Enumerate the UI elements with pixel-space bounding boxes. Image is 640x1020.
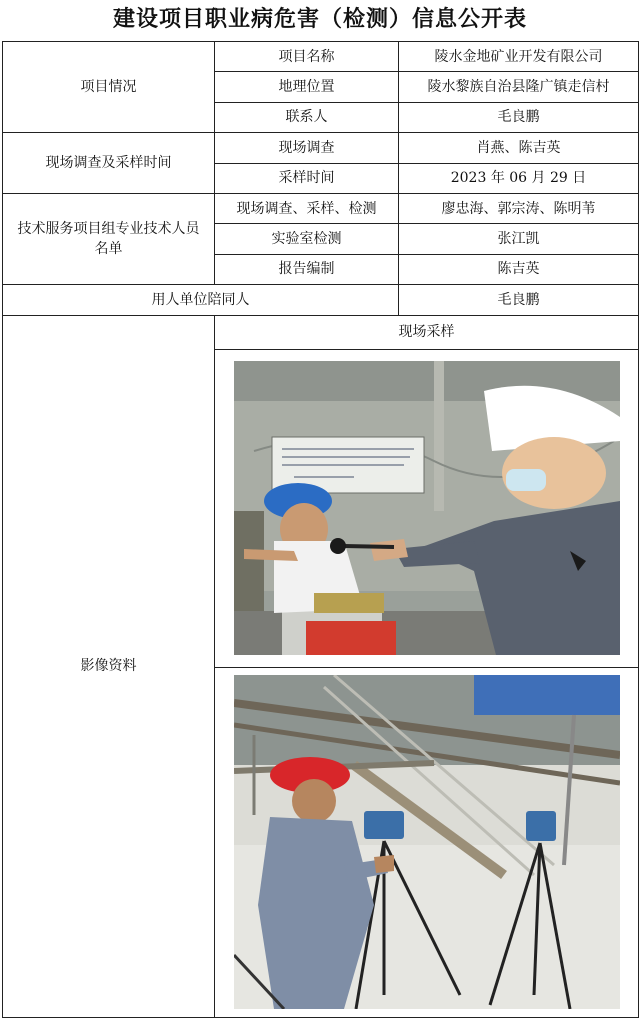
field-staff-value: 廖忠海、郭宗涛、陈明苇 (399, 193, 639, 223)
images-section-label: 影像资料 (3, 315, 215, 1017)
project-section-label: 项目情况 (3, 42, 215, 133)
survey-value: 肖燕、陈吉英 (399, 133, 639, 163)
photo-cell-1 (215, 349, 639, 667)
sampling-time-value: 2023 年 06 月 29 日 (399, 163, 639, 193)
photo-dust-sampling-image (234, 675, 620, 1009)
survey-label: 现场调查 (215, 133, 399, 163)
field-staff-label: 现场调查、采样、检测 (215, 193, 399, 223)
photo-cell-2 (215, 667, 639, 1017)
location-label: 地理位置 (215, 72, 399, 102)
contact-value: 毛良鹏 (399, 102, 639, 132)
lab-staff-label: 实验室检测 (215, 224, 399, 254)
survey-section-label: 现场调查及采样时间 (3, 133, 215, 194)
location-value: 陵水黎族自治县隆广镇走信村 (399, 72, 639, 102)
photo-noise-measurement-image (234, 361, 620, 655)
sampling-time-label: 采样时间 (215, 163, 399, 193)
table-row (3, 285, 639, 315)
info-table (2, 41, 639, 1018)
project-name-value: 陵水金地矿业开发有限公司 (399, 42, 639, 72)
photo-noise-measurement (234, 361, 620, 655)
lab-staff-value: 张江凯 (399, 224, 639, 254)
escort-value: 毛良鹏 (399, 285, 639, 315)
table-row (3, 193, 639, 223)
staff-section-label: 技术服务项目组专业技术人员名单 (3, 193, 215, 284)
page-title: 建设项目职业病危害（检测）信息公开表 (112, 7, 527, 32)
table-row (3, 42, 639, 72)
images-subheader: 现场采样 (215, 315, 639, 349)
photo-dust-sampling (234, 675, 620, 1009)
table-row (3, 315, 639, 349)
report-staff-value: 陈吉英 (399, 254, 639, 284)
project-name-label: 项目名称 (215, 42, 399, 72)
report-staff-label: 报告编制 (215, 254, 399, 284)
contact-label: 联系人 (215, 102, 399, 132)
escort-label: 用人单位陪同人 (3, 285, 399, 315)
table-row (3, 133, 639, 163)
